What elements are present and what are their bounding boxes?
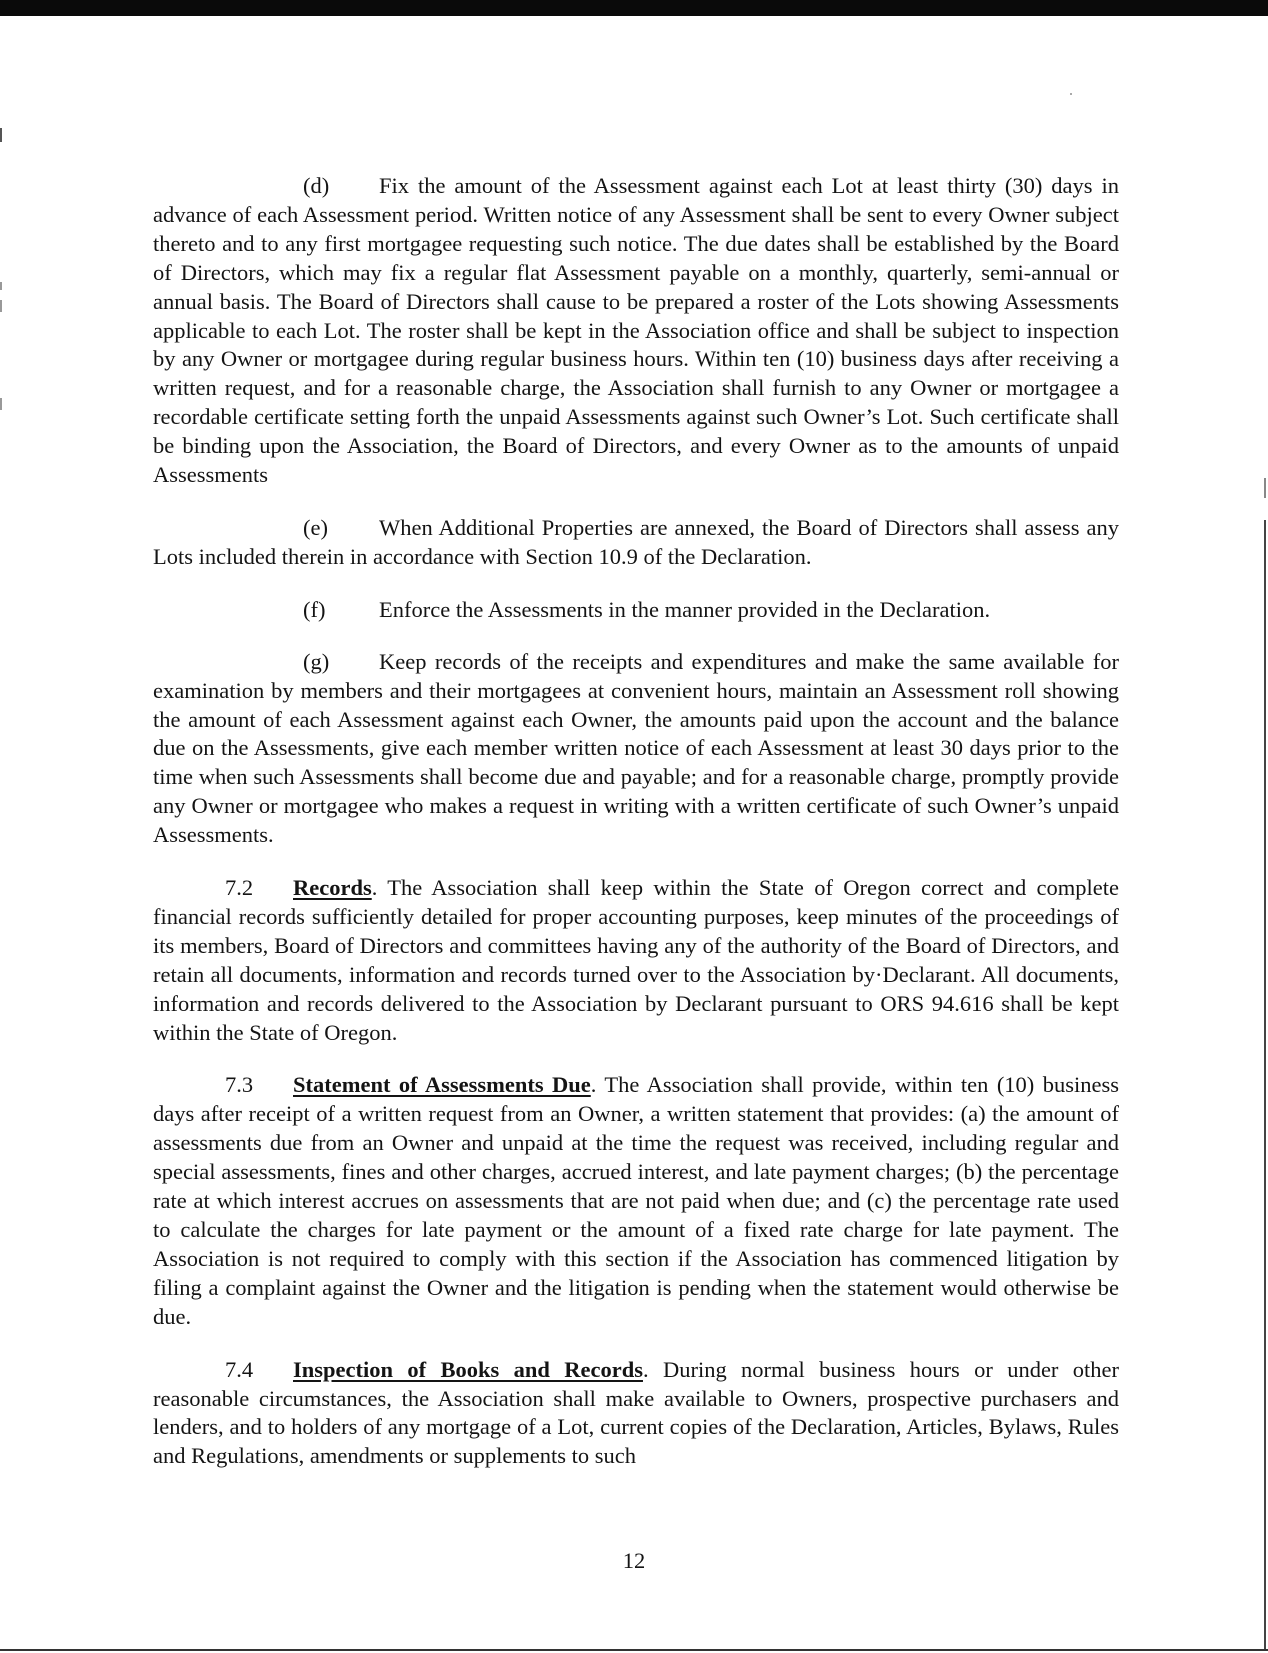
section-7-4-heading: Inspection of Books and Records [293, 1356, 643, 1382]
paragraph-g [153, 648, 1119, 850]
scan-edge-mark-left-4 [0, 398, 2, 410]
paragraph-d-text: Fix the amount of the Assessment against each Lot at least thirty (30) days in advance of each Assessment period. Written notice of any Assessment shall be sent to every Owner subject thereto and to any first mortgagee requesting such notice. The due dates shall be established by the Board of Directors, which may fix a regular flat Assessment payable on a monthly, quarterly, semi-annual or annual basis. The Board of Directors shall cause to be prepared a roster of the Lots showing Assessments applicable to each Lot. The roster shall be kept in the Association office and shall be subject to inspection by any Owner or mortgagee during regular business hours. Within ten (10) business days after receiving a written request, and for a reasonable charge, the Association shall furnish to any Owner or mortgagee a recordable certificate setting forth the unpaid Assessments against such Owner’s Lot. Such certificate shall be binding upon the Association, the Board of Directors, and every Owner as to the amounts of unpaid Assessments [153, 173, 1119, 488]
paragraph-f-text: Enforce the Assessments in the manner provided in the Declaration. [379, 596, 991, 622]
section-7-2 [153, 874, 1119, 1047]
scan-speck [1070, 93, 1072, 95]
paragraph-d [153, 172, 1119, 490]
section-7-2-heading: Records [293, 875, 372, 901]
scan-edge-mark-right-1 [1264, 478, 1266, 498]
section-7-3-text: . The Association shall provide, within ten (10) business days after receipt of a written request from an Owner, a written statement that provides: (a) the amount of assessments due from an Owner and unpaid at the time the request was received, including regular and special assessments, fines and other charges, accrued interest, and late payment charges; (b) the percentage rate at which interest accrues on assessments that are not paid when due; and (c) the percentage rate used to calculate the charges for late payment or the amount of a fixed rate charge for late payment. The Association is not required to comply with this section if the Association has commenced litigation by filing a complaint against the Owner and the litigation is pending when the statement would otherwise be due. [153, 1072, 1119, 1329]
section-7-4 [153, 1356, 1119, 1472]
document-body [153, 172, 1119, 1495]
section-7-2-text: . The Association shall keep within the State of Oregon correct and complete financial records sufficiently detailed for proper accounting purposes, keep minutes of the proceedings of its members, Board of Directors and committees having any of the authority of the Board of Directors, and retain all documents, information and records turned over to the Association by·Declarant. All documents, information and records delivered to the Association by Declarant pursuant to ORS 94.616 shall be kept within the State of Oregon. [153, 875, 1119, 1045]
paragraph-g-label: (g) [303, 648, 330, 674]
section-7-2-number: 7.2 [225, 875, 254, 901]
paragraph-d-label: (d) [303, 173, 330, 198]
paragraph-f-label: (f) [303, 596, 326, 622]
section-7-4-number: 7.4 [225, 1356, 254, 1382]
scan-edge-mark-right-2 [1264, 520, 1266, 1650]
section-7-3 [153, 1071, 1119, 1331]
paragraph-e-label: (e) [303, 514, 328, 540]
page-number: 12 [622, 1548, 646, 1573]
paragraph-e [153, 514, 1119, 572]
scan-edge-mark-left-3 [0, 300, 2, 312]
section-7-3-number: 7.3 [225, 1072, 254, 1098]
paragraph-f [153, 596, 1119, 625]
paragraph-g-text: Keep records of the receipts and expenditures and make the same available for examination by members and their mortgagees at convenient hours, maintain an Assessment roll showing the amount of each Assessment against each Owner, the amounts paid upon the account and the balance due on the Assessments, give each member written notice of each Assessment at least 30 days prior to the time when such Assessments shall become due and payable; and for a reasonable charge, promptly provide any Owner or mortgagee who makes a request in writing with a written certificate of such Owner’s unpaid Assessments. [153, 648, 1119, 848]
scan-edge-mark-left-2 [0, 282, 2, 290]
scan-bottom-border [0, 1649, 1268, 1651]
scan-edge-mark-left-1 [0, 128, 2, 142]
scan-top-border [0, 0, 1268, 16]
section-7-4-text: . During normal business hours or under other reasonable circumstances, the Association shall make available to Owners, prospective purchasers and lenders, and to holders of any mortgage of a Lot, current copies of the Declaration, Articles, Bylaws, Rules and Regulations, amendments or supplements to such [153, 1356, 1120, 1469]
section-7-3-heading: Statement of Assessments Due [293, 1072, 591, 1098]
paragraph-e-text: When Additional Properties are annexed, the Board of Directors shall assess any Lots included therein in accordance with Section 10.9 of the Declaration. [153, 514, 1119, 569]
